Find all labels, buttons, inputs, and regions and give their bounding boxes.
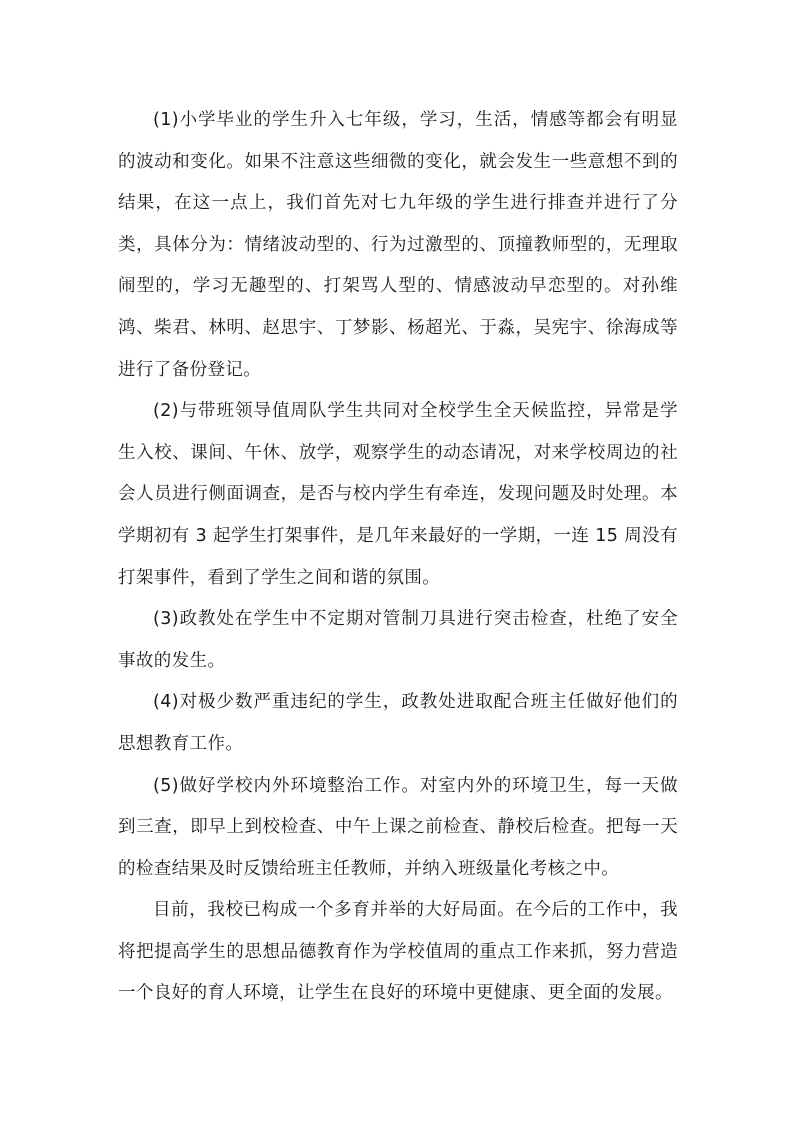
paragraph-1: (1)小学毕业的学生升入七年级，学习，生活，情感等都会有明显的波动和变化。如果不注意这些细微的变化，就会发生一些意想不到的结果，在这一点上，我们首先对七九年级的学生进行排查并进行了分类，具体分为：情绪波动型的、行为过激型的、顶撞教师型的，无理取闹型的，学习无趣型的、打架骂人型的、情感波动早恋型的。对孙维鸿、柴君、林明、赵思宇、丁梦影、杨超光、于淼，吴宪宇、徐海成等进行了备份登记。 (118, 110, 678, 380)
paragraph-3: (3)政教处在学生中不定期对管制刀具进行突击检查，杜绝了安全事故的发生。 (118, 609, 678, 671)
paragraph-5: (5)做好学校内外环境整治工作。对室内外的环境卫生，每一天做到三查，即早上到校检查、中午上课之前检查、静校后检查。把每一天的检查结果及时反馈给班主任教师，并纳入班级量化考核之中。 (118, 775, 678, 879)
paragraph-conclusion: 目前，我校已构成一个多育并举的大好局面。在今后的工作中，我将把提高学生的思想品德教育作为学校值周的重点工作来抓，努力营造一个良好的育人环境，让学生在良好的环境中更健康、更全面的发展。 (118, 900, 678, 1004)
paragraph-2: (2)与带班领导值周队学生共同对全校学生全天候监控，异常是学生入校、课间、午休、放学，观察学生的动态请况，对来学校周边的社会人员进行侧面调查，是否与校内学生有牵连，发现问题及时处理。本学期初有 3 起学生打架事件，是几年来最好的一学期，一连 15 周没有打架事件，看到了学生之间和谐的氛围。 (118, 401, 678, 588)
paragraph-4: (4)对极少数严重违纪的学生，政教处进取配合班主任做好他们的思想教育工作。 (118, 692, 678, 754)
document-body (118, 100, 678, 1015)
